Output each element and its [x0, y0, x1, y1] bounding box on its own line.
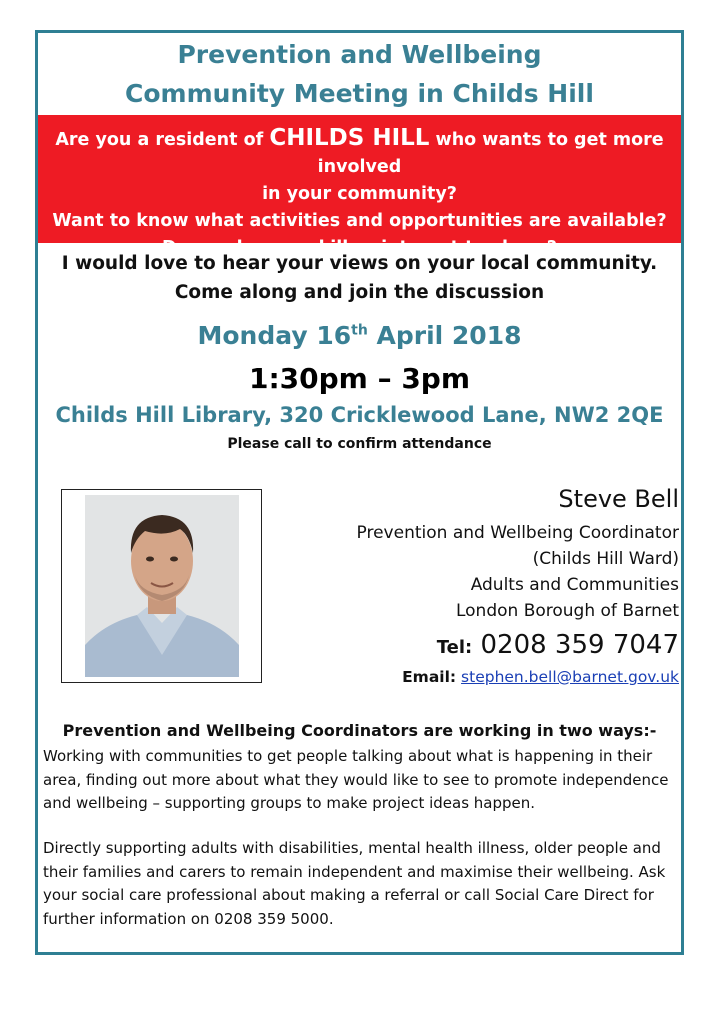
contact-role: Prevention and Wellbeing Coordinator — [356, 523, 679, 543]
banner-line1-post: who wants to get more involved — [317, 130, 664, 177]
contact-name: Steve Bell — [558, 485, 679, 513]
poster-title-line1: Prevention and Wellbeing — [177, 40, 542, 69]
date-suffix: th — [351, 322, 368, 339]
banner-line1 — [38, 115, 681, 181]
poster-title-line2: Community Meeting in Childs Hill — [125, 79, 594, 108]
contact-ward: (Childs Hill Ward) — [532, 549, 679, 569]
invite-line1: I would love to hear your views on your local community. — [61, 253, 658, 274]
contact-department: Adults and Communities — [470, 575, 679, 595]
contact-telephone — [437, 627, 679, 666]
event-time: 1:30pm – 3pm — [248, 362, 471, 395]
date-post: April 2018 — [367, 321, 522, 350]
banner-line2: in your community? — [262, 184, 457, 204]
email-link[interactable]: stephen.bell@barnet.gov.uk — [461, 668, 679, 686]
tel-number: 0208 359 7047 — [480, 630, 679, 660]
question-banner — [38, 115, 681, 258]
banner-line3: Want to know what activities and opportunities are available? — [52, 211, 667, 231]
contact-organisation: London Borough of Barnet — [455, 601, 679, 621]
event-venue: Childs Hill Library, 320 Cricklewood Lane, NW2 2QE — [55, 403, 664, 427]
portrait-image — [85, 495, 239, 677]
info-heading: Prevention and Wellbeing Coordinators are working in two ways:- — [62, 721, 657, 740]
event-date — [38, 318, 681, 354]
email-label: Email: — [402, 668, 457, 686]
info-paragraph-1: Working with communities to get people talking about what is happening in their area, finding out more about what they would like to see to promote independence and wellbeing – supporting groups to make project ideas happen. — [43, 747, 669, 812]
attendance-note: Please call to confirm attendance — [227, 436, 492, 452]
banner-highlight: CHILDS HILL — [269, 125, 430, 151]
contact-email — [402, 665, 679, 689]
invite-line2: Come along and join the discussion — [174, 282, 545, 303]
coordinator-photo — [61, 489, 262, 683]
info-paragraph-2: Directly supporting adults with disabilities, mental health illness, older people and their families and carers to remain independent and maximise their wellbeing. Ask your social care professional about making a referral or call Social Care Direct for further information on 0208 359 5000. — [43, 839, 666, 928]
banner-line4: Do you have a skill or interest to share? — [162, 238, 557, 258]
tel-label: Tel: — [436, 637, 473, 658]
banner-line1-pre: Are you a resident of — [55, 130, 270, 150]
date-pre: Monday 16 — [197, 321, 352, 350]
